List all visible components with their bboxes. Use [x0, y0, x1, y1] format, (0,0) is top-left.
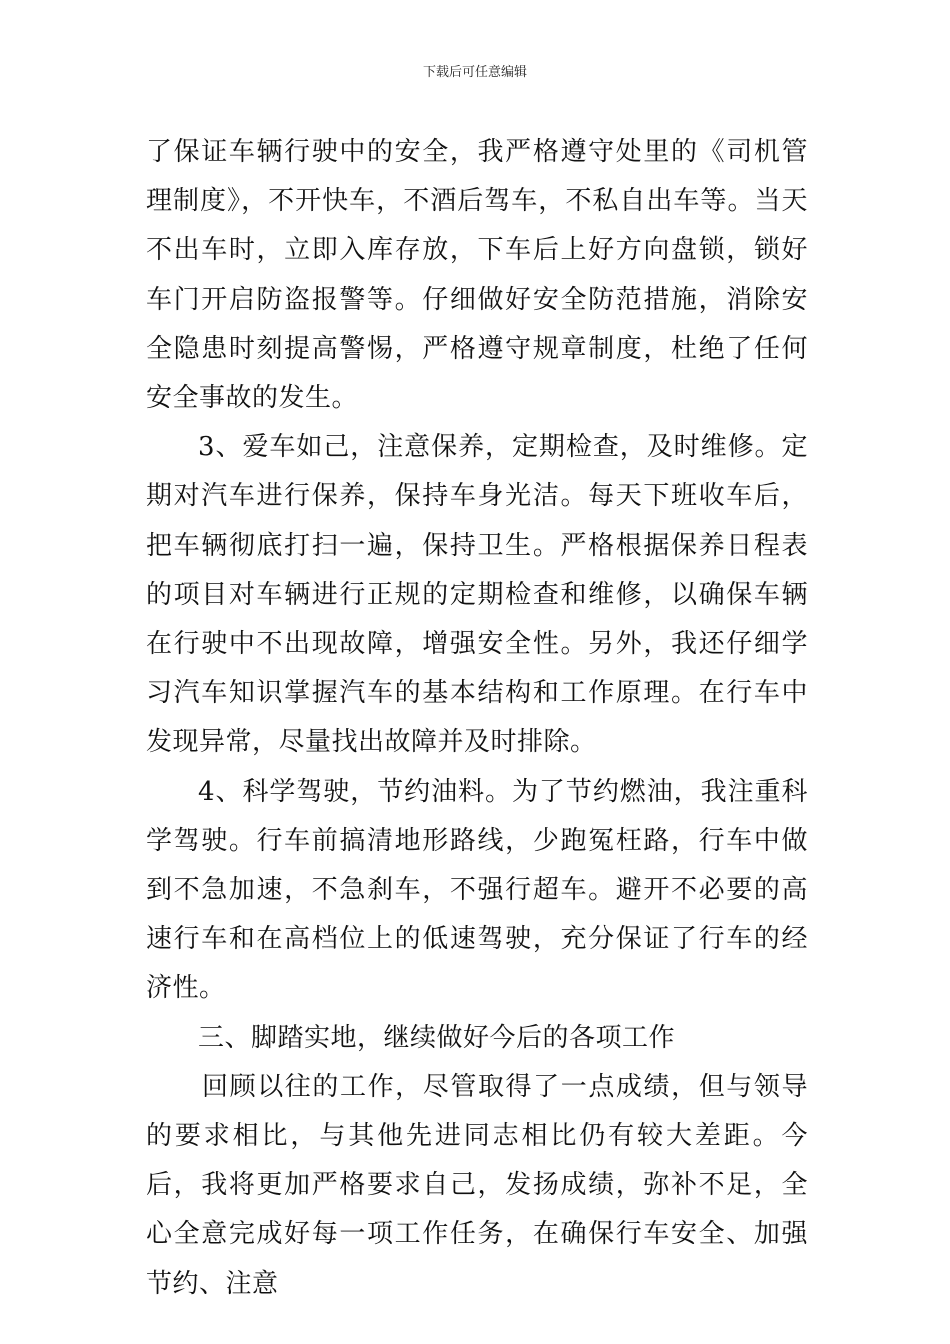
section-heading-3: 三、脚踏实地，继续做好今后的各项工作 — [198, 1022, 676, 1053]
paragraph-item-3: 3、爱车如己，注意保养，定期检查，及时维修。定期对汽车进行保养，保持车身光洁。每天下班收车后，把车辆彻底打扫一遍，保持卫生。严格根据保养日程表的项目对车辆进行正规的定期检查和维修，以确保车辆在行驶中不出现故障，增强安全性。另外，我还仔细学习汽车知识掌握汽车的基本结构和工作原理。在行车中发现异常，尽量找出故障并及时排除。 — [146, 432, 808, 758]
paragraph-item-4: 4、科学驾驶，节约油料。为了节约燃油，我注重科学驾驶。行车前搞清地形路线，少跑冤枉路，行车中做到不急加速，不急刹车，不强行超车。避开不必要的高速行车和在高档位上的低速驾驶，充分保证了行车的经济性。 — [146, 776, 808, 1004]
paragraph-safety-continued: 了保证车辆行驶中的安全，我严格遵守处里的《司机管理制度》，不开快车，不酒后驾车，不私自出车等。当天不出车时，立即入库存放，下车后上好方向盘锁，锁好车门开启防盗报警等。仔细做好安全防范措施，消除安全隐患时刻提高警惕，严格遵守规章制度，杜绝了任何安全事故的发生。 — [146, 137, 808, 414]
document-body — [146, 128, 808, 1309]
paragraph-review: 回顾以往的工作，尽管取得了一点成绩，但与领导的要求相比，与其他先进同志相比仍有较大差距。今后，我将更加严格要求自己，发扬成绩，弥补不足，全心全意完成好每一项工作任务，在确保行车安全、加强节约、注意 — [146, 1071, 808, 1299]
page-header: 下载后可任意编辑 — [422, 65, 527, 80]
